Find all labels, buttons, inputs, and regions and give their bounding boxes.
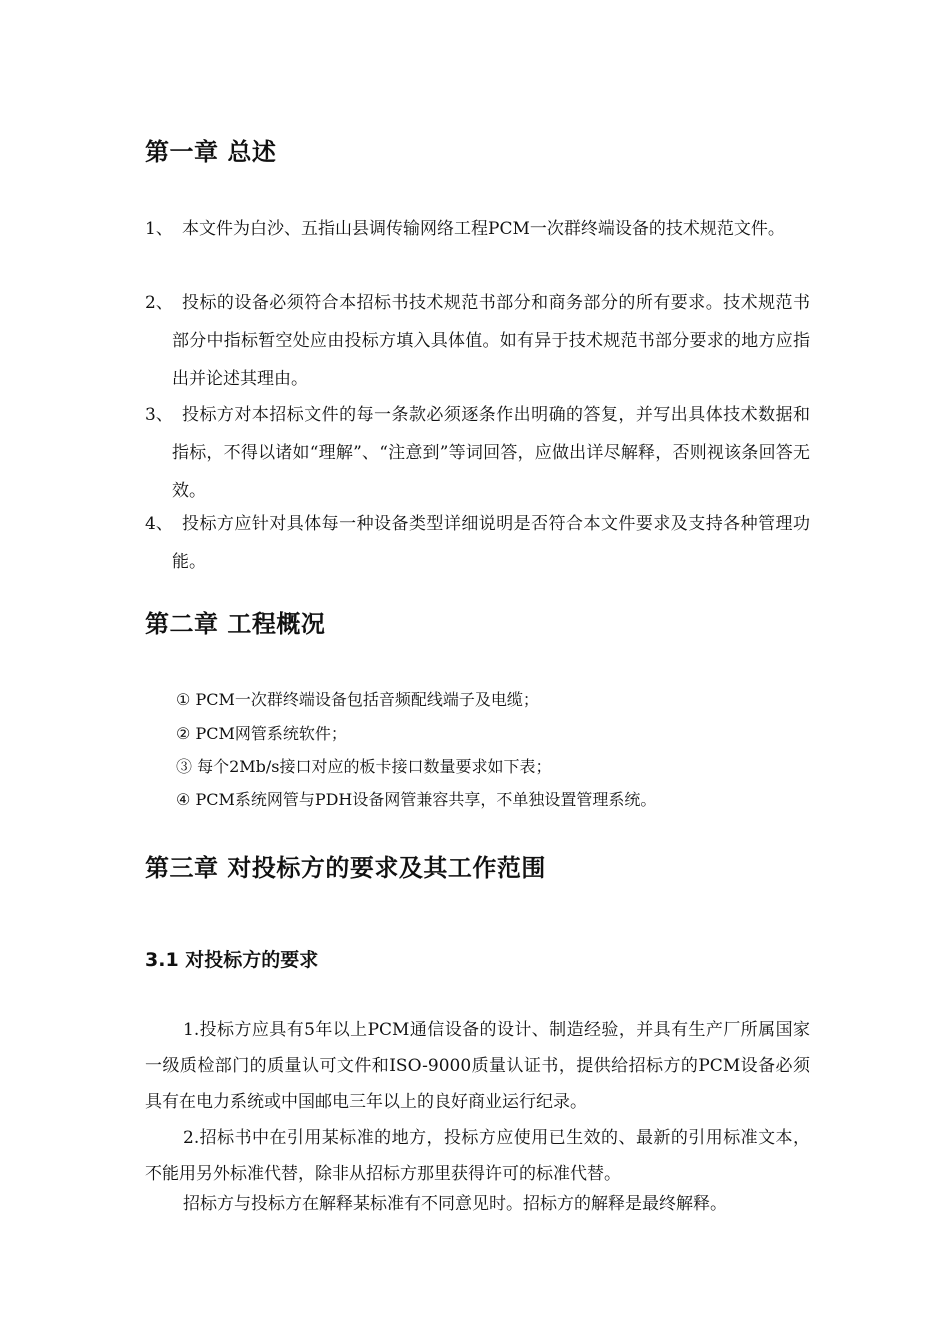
list-item: [145, 396, 810, 510]
list-item: [145, 505, 810, 581]
item-number: ②: [176, 724, 191, 743]
list-item: [176, 785, 816, 815]
item-text: 投标方应针对具体每一种设备类型详细说明是否符合本文件要求及支持各种管理功能。: [172, 514, 810, 572]
item-number: ③: [176, 757, 193, 776]
chapter-3-title: 第三章 对投标方的要求及其工作范围: [145, 854, 546, 882]
list-item: [176, 752, 816, 782]
item-number: 4、: [145, 514, 173, 534]
paragraph: 招标方与投标方在解释某标准有不同意见时。招标方的解释是最终解释。: [183, 1194, 727, 1214]
item-text: 投标的设备必须符合本招标书技术规范书部分和商务部分的所有要求。技术规范书部分中指标暂空处应由投标方填入具体值。如有异于技术规范书部分要求的地方应指出并论述其理由。: [172, 293, 810, 389]
item-number: ④: [176, 790, 191, 809]
item-text: PCM网管系统软件；: [195, 724, 347, 743]
chapter-2-title: 第二章 工程概况: [145, 610, 326, 638]
item-text: 每个2Mb/s接口对应的板卡接口数量要求如下表；: [197, 757, 552, 776]
paragraph: 2.招标书中在引用某标准的地方，投标方应使用已生效的、最新的引用标准文本，不能用另外标准代替，除非从招标方那里获得许可的标准代替。: [145, 1128, 810, 1184]
item-text: 投标方对本招标文件的每一条款必须逐条作出明确的答复，并写出具体技术数据和指标，不得以诸如“理解”、“注意到”等词回答，应做出详尽解释，否则视该条回答无效。: [172, 405, 810, 501]
item-number: 1、: [145, 219, 173, 239]
paragraph: 1.投标方应具有5年以上PCM通信设备的设计、制造经验，并具有生产厂所属国家一级质检部门的质量认可文件和ISO-9000质量认证书，提供给招标方的PCM设备必须具有在电力系统或中国邮电三年以上的良好商业运行纪录。: [145, 1020, 810, 1112]
item-text: 本文件为白沙、五指山县调传输网络工程PCM一次群终端设备的技术规范文件。: [182, 219, 785, 239]
item-number: 3、: [145, 405, 173, 425]
list-item: [145, 210, 810, 248]
item-text: PCM一次群终端设备包括音频配线端子及电缆；: [195, 690, 539, 709]
list-item: [145, 284, 810, 398]
list-item: [176, 719, 816, 749]
item-number: 2、: [145, 293, 173, 313]
item-text: PCM系统网管与PDH设备网管兼容共享，不单独设置管理系统。: [195, 790, 657, 809]
item-number: ①: [176, 690, 191, 709]
list-item: [176, 685, 816, 715]
section-3-1-title: 3.1 对投标方的要求: [145, 949, 319, 971]
chapter-1-title: 第一章 总述: [145, 138, 277, 166]
